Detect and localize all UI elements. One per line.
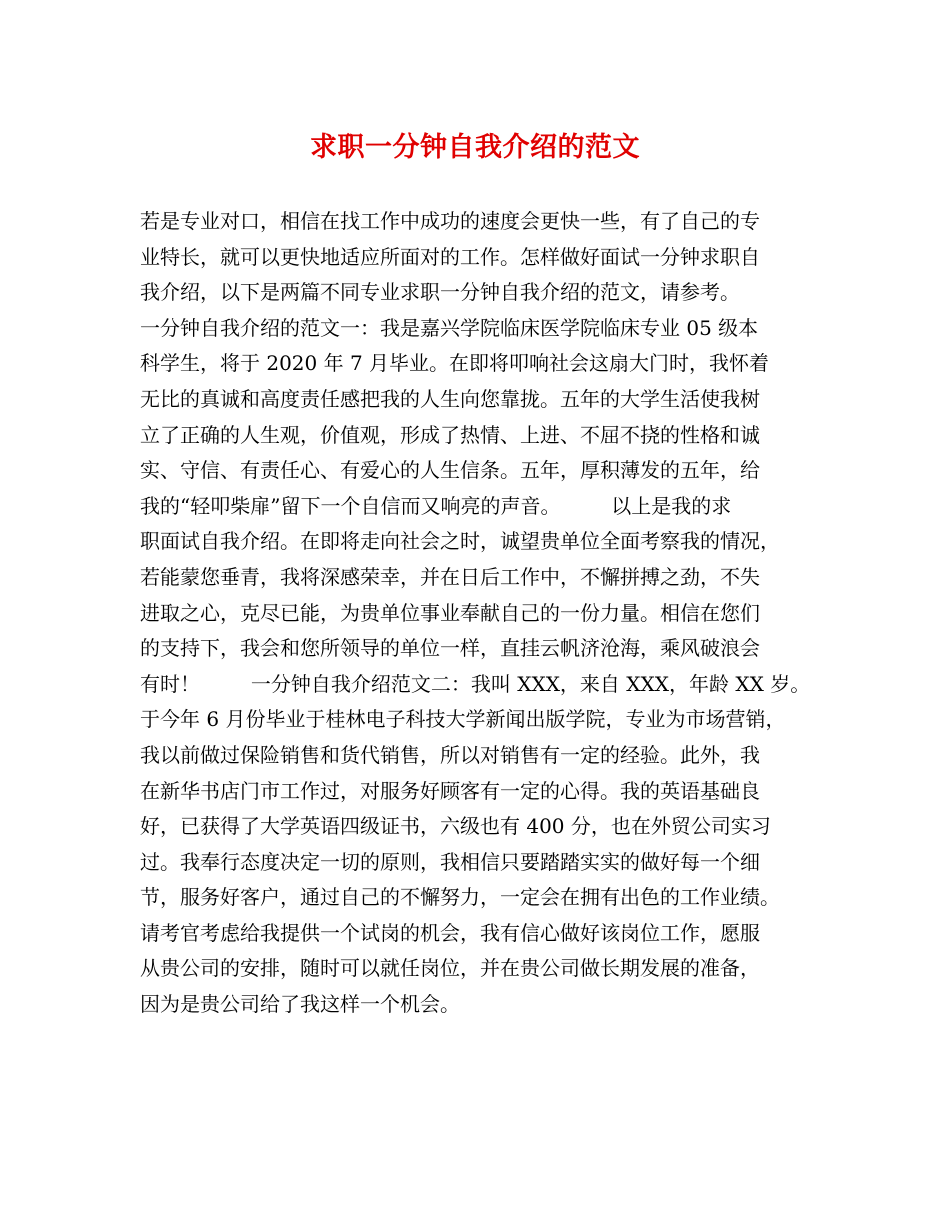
body-line: 有时！ 一分钟自我介绍范文二：我叫 XXX，来自 XXX，年龄 XX 岁。 [140, 671, 811, 696]
body-line: 若能蒙您垂青，我将深感荣幸，并在日后工作中，不懈拼搏之劲，不失 [140, 564, 760, 589]
body-line: 我介绍，以下是两篇不同专业求职一分钟自我介绍的范文，请参考。 [140, 280, 740, 305]
body-line: 从贵公司的安排，随时可以就任岗位，并在贵公司做长期发展的准备， [140, 956, 760, 981]
body-line: 好，已获得了大学英语四级证书，六级也有 400 分，也在外贸公司实习 [140, 814, 771, 839]
body-line: 科学生，将于 2020 年 7 月毕业。在即将叩响社会这扇大门时，我怀着 [140, 351, 770, 376]
body-line: 进取之心，克尽已能，为贵单位事业奉献自己的一份力量。相信在您们 [140, 600, 760, 625]
body-line: 职面试自我介绍。在即将走向社会之时，诚望贵单位全面考察我的情况， [140, 529, 780, 554]
document-body [140, 204, 830, 1023]
body-line: 我的“轻叩柴扉”留下一个自信而又响亮的声音。 以上是我的求 [140, 493, 732, 518]
body-line: 在新华书店门市工作过，对服务好顾客有一定的心得。我的英语基础良 [140, 778, 760, 803]
body-line: 实、守信、有责任心、有爱心的人生信条。五年，厚积薄发的五年，给 [140, 458, 760, 483]
document-title: 求职一分钟自我介绍的范文 [310, 132, 640, 163]
body-line: 节，服务好客户，通过自己的不懈努力，一定会在拥有出色的工作业绩。 [140, 885, 780, 910]
body-line: 于今年 6 月份毕业于桂林电子科技大学新闻出版学院，专业为市场营销， [140, 707, 786, 732]
body-line: 立了正确的人生观，价值观，形成了热情、上进、不屈不挠的性格和诚 [140, 422, 760, 447]
body-line: 因为是贵公司给了我这样一个机会。 [140, 992, 460, 1017]
body-line: 一分钟自我介绍的范文一：我是嘉兴学院临床医学院临床专业 05 级本 [140, 315, 759, 340]
body-line: 我以前做过保险销售和货代销售，所以对销售有一定的经验。此外，我 [140, 742, 760, 767]
body-line: 请考官考虑给我提供一个试岗的机会，我有信心做好该岗位工作，愿服 [140, 920, 760, 945]
body-line: 若是专业对口，相信在找工作中成功的速度会更快一些，有了自己的专 [140, 209, 760, 233]
body-line: 的支持下，我会和您所领导的单位一样，直挂云帆济沧海，乘风破浪会 [140, 636, 760, 661]
body-line: 过。我奉行态度决定一切的原则，我相信只要踏踏实实的做好每一个细 [140, 849, 760, 874]
body-line: 无比的真诚和高度责任感把我的人生向您靠拢。五年的大学生活使我树 [140, 386, 760, 411]
body-line: 业特长，就可以更快地适应所面对的工作。怎样做好面试一分钟求职自 [140, 244, 760, 269]
